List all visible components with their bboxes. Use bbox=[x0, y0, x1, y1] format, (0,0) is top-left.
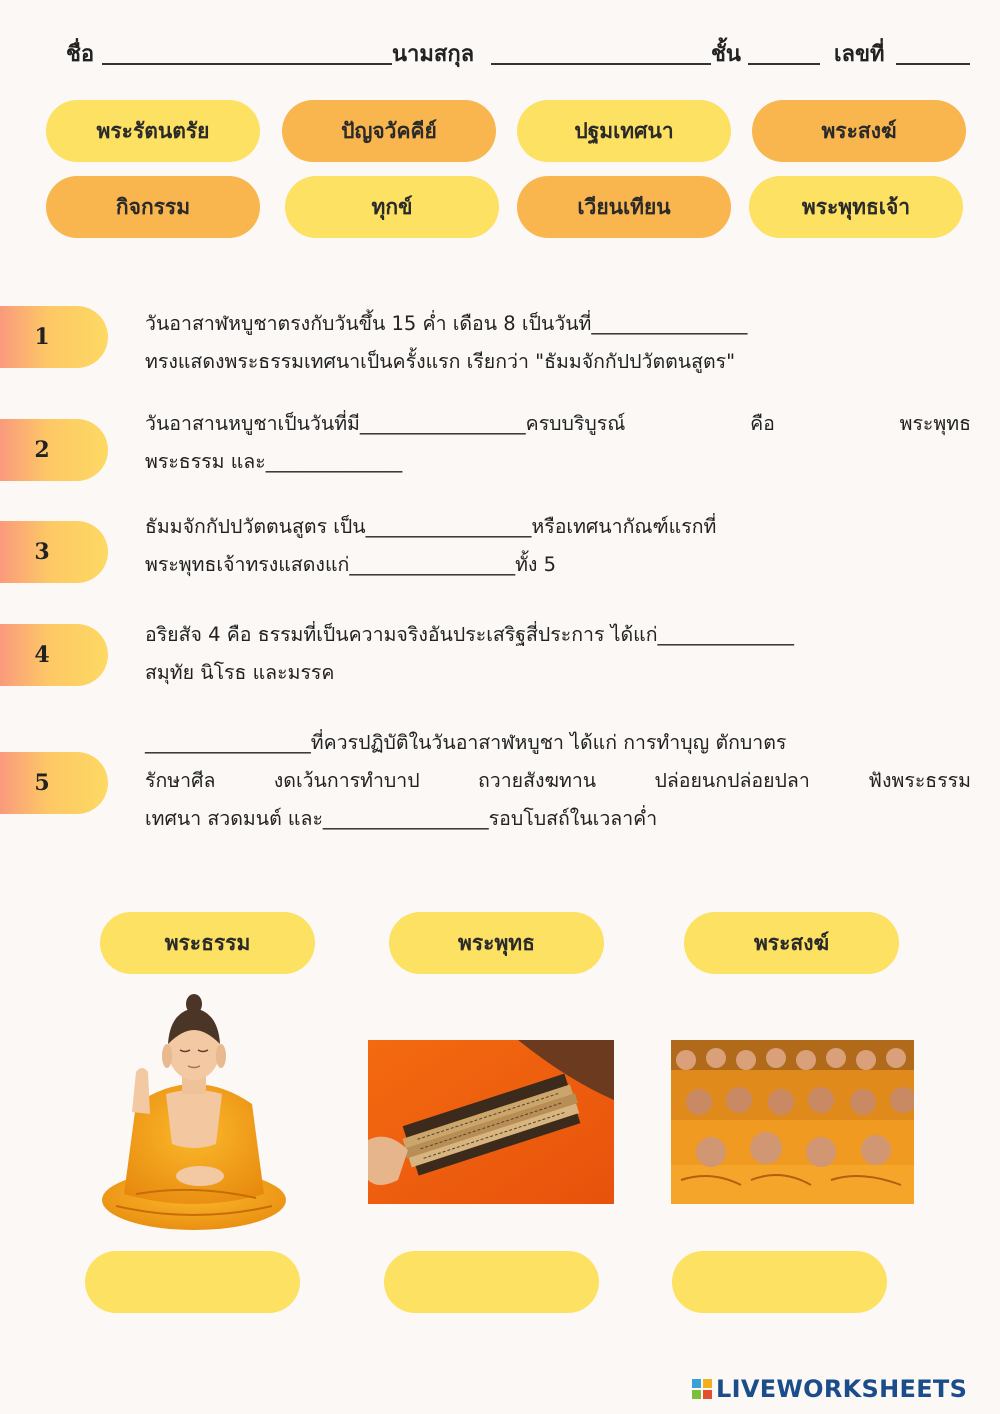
match-label-sangha[interactable]: พระสงฆ์ bbox=[684, 912, 899, 974]
answer-drop-zone[interactable] bbox=[384, 1251, 599, 1313]
question-line: สมุทัย นิโรธ และมรรค bbox=[145, 661, 335, 684]
class-label: ชั้น bbox=[711, 42, 741, 67]
word-bank-item[interactable]: พระรัตนตรัย bbox=[46, 100, 260, 162]
name-label: ชื่อ bbox=[66, 42, 95, 67]
word-bank-item[interactable]: ทุกข์ bbox=[285, 176, 499, 238]
word-bank-item[interactable]: กิจกรรม bbox=[46, 176, 260, 238]
question-line: วันอาสานหบูชาเป็นวันที่มี_________________ครบบริบูรณ์ คือ พระพุทธ bbox=[145, 412, 971, 435]
question-line: ทรงแสดงพระธรรมเทศนาเป็นครั้งแรก เรียกว่า "ธัมมจักกัปปวัตตนสูตร" bbox=[145, 350, 736, 373]
word-bank-item[interactable]: เวียนเทียน bbox=[517, 176, 731, 238]
logo-squares-icon bbox=[692, 1379, 712, 1399]
question-text bbox=[145, 305, 971, 381]
question-number: 4 bbox=[0, 624, 108, 686]
question-line: วันอาสาฬหบูชาตรงกับวันขึ้น 15 ค่ำ เดือน 8 เป็นวันที่________________ bbox=[145, 312, 748, 335]
question-line: _________________ที่ควรปฏิบัติในวันอาสาฬหบูชา ได้แก่ การทำบุญ ตักบาตร bbox=[145, 731, 787, 754]
logo-text: LIVEWORKSHEETS bbox=[716, 1375, 968, 1403]
student-info-header bbox=[66, 36, 970, 70]
question-text bbox=[145, 405, 971, 481]
number-label: เลขที่ bbox=[834, 42, 885, 67]
answer-drop-zone[interactable] bbox=[85, 1251, 300, 1313]
word-bank-item[interactable]: ปัญจวัคคีย์ bbox=[282, 100, 496, 162]
surname-label: นามสกุล bbox=[392, 42, 475, 67]
question-line: เทศนา สวดมนต์ และ_________________รอบโบสถ์ในเวลาค่ำ bbox=[145, 807, 658, 830]
answer-drop-zone[interactable] bbox=[672, 1251, 887, 1313]
question-number: 3 bbox=[0, 521, 108, 583]
question-line: พระพุทธเจ้าทรงแสดงแก่_________________ทั้ง 5 bbox=[145, 553, 557, 576]
question-line: รักษาศีล งดเว้นการทำบาป ถวายสังฆทาน ปล่อยนกปล่อยปลา ฟังพระธรรม bbox=[145, 769, 971, 792]
number-field[interactable] bbox=[896, 63, 970, 65]
word-bank-item[interactable]: ปฐมเทศนา bbox=[517, 100, 731, 162]
monks-in-robes-icon bbox=[671, 1040, 914, 1204]
match-label-dharma[interactable]: พระธรรม bbox=[100, 912, 315, 974]
question-number: 1 bbox=[0, 306, 108, 368]
question-text bbox=[145, 616, 971, 692]
surname-field[interactable] bbox=[491, 63, 711, 65]
question-text bbox=[145, 724, 971, 838]
question-line: ธัมมจักกัปปวัตตนสูตร เป็น_________________หรือเทศนากัณฑ์แรกที่ bbox=[145, 515, 717, 538]
word-bank-item[interactable]: พระพุทธเจ้า bbox=[749, 176, 963, 238]
scripture-image bbox=[368, 1040, 614, 1204]
monks-image bbox=[671, 1040, 914, 1204]
buddha-statue-icon bbox=[96, 994, 292, 1238]
liveworksheets-logo bbox=[692, 1372, 992, 1406]
match-label-buddha[interactable]: พระพุทธ bbox=[389, 912, 604, 974]
class-field[interactable] bbox=[748, 63, 820, 65]
question-text bbox=[145, 508, 971, 584]
question-number: 2 bbox=[0, 419, 108, 481]
question-line: พระธรรม และ______________ bbox=[145, 450, 403, 473]
palm-leaf-scripture-icon bbox=[368, 1040, 614, 1204]
name-field[interactable] bbox=[102, 63, 392, 65]
buddha-statue-image bbox=[96, 994, 292, 1238]
question-line: อริยสัจ 4 คือ ธรรมที่เป็นความจริงอันประเสริฐสี่ประการ ได้แก่______________ bbox=[145, 623, 795, 646]
question-number: 5 bbox=[0, 752, 108, 814]
word-bank-item[interactable]: พระสงฆ์ bbox=[752, 100, 966, 162]
